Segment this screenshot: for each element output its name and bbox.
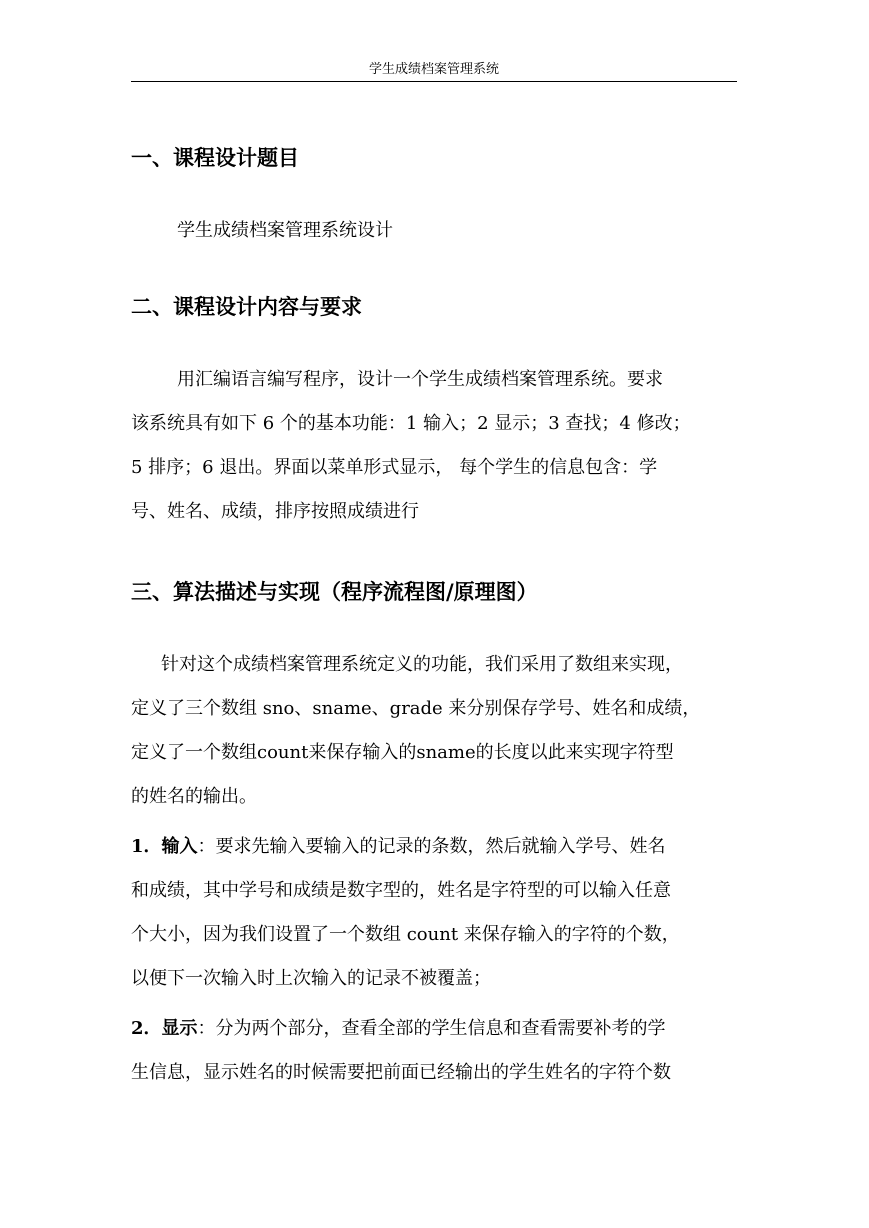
body-line: 以便下一次输入时上次输入的记录不被覆盖；: [131, 968, 491, 989]
section-1-heading: 一、课程设计题目: [131, 145, 299, 170]
item-line: [131, 1007, 737, 1051]
body-line: 定义了三个数组 sno、sname、grade 来分别保存学号、姓名和成绩，: [131, 698, 701, 719]
section-3-intro: [131, 643, 737, 819]
section-2-body: [131, 358, 737, 534]
body-line: 学生成绩档案管理系统设计: [177, 220, 393, 241]
body-line: 针对这个成绩档案管理系统定义的功能，我们采用了数组来实现，: [161, 654, 683, 675]
page-header-title: 学生成绩档案管理系统: [368, 62, 499, 77]
header-rule: [131, 81, 737, 82]
item-1-label: 1．输入: [131, 836, 198, 857]
item-2-label: 2．显示: [131, 1018, 198, 1039]
section-3-heading: 三、算法描述与实现（程序流程图/原理图）: [131, 579, 538, 604]
item-2-display: [131, 1007, 737, 1095]
body-line: 生信息，显示姓名的时候需要把前面已经输出的学生姓名的字符个数: [131, 1062, 671, 1083]
body-line: 号、姓名、成绩，排序按照成绩进行: [131, 501, 419, 522]
item-line: [131, 825, 737, 869]
section-2-heading: 二、课程设计内容与要求: [131, 294, 362, 319]
body-line: 个大小，因为我们设置了一个数组 count 来保存输入的字符的个数，: [131, 924, 680, 945]
section-1-body: [131, 209, 737, 253]
item-1-first-text: ：要求先输入要输入的记录的条数，然后就输入学号、姓名: [197, 836, 666, 857]
body-line: 和成绩，其中学号和成绩是数字型的，姓名是字符型的可以输入任意: [131, 880, 671, 901]
item-1-input: [131, 825, 737, 1001]
body-line: 的姓名的输出。: [131, 786, 257, 807]
body-line: 5 排序；6 退出。界面以菜单形式显示， 每个学生的信息包含：学: [131, 457, 658, 478]
body-line: 用汇编语言编写程序，设计一个学生成绩档案管理系统。要求: [177, 369, 663, 390]
item-2-first-text: ：分为两个部分，查看全部的学生信息和查看需要补考的学: [197, 1018, 666, 1039]
body-line: 定义了一个数组count来保存输入的sname的长度以此来实现字符型: [131, 742, 674, 763]
body-line: 该系统具有如下 6 个的基本功能：1 输入；2 显示；3 查找；4 修改；: [131, 413, 691, 434]
